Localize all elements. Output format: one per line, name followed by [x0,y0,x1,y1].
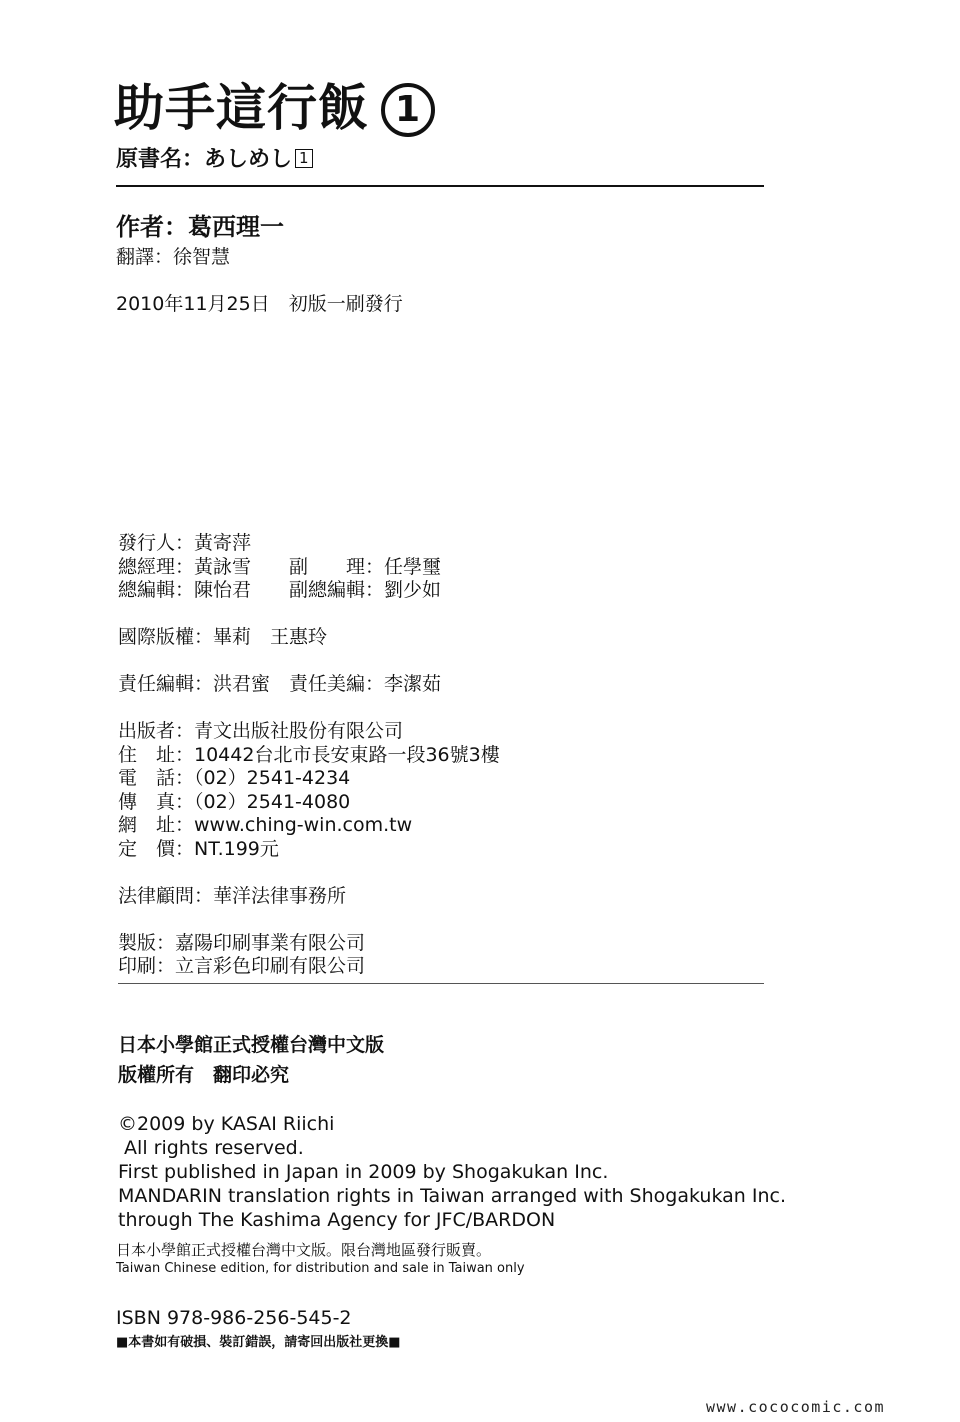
credits-spacer [118,908,500,932]
credits-row: 總編輯：陳怡君 副總編輯：劉少如 [118,579,442,601]
site-watermark: www.cococomic.com [706,1398,886,1416]
divider-top [116,185,764,187]
credits-row: 住 址：10442台北市長安東路一段36號3樓 [118,743,500,766]
isbn: ISBN 978-986-256-545-2 [116,1307,352,1329]
copyright-line: ©2009 by KASAI Riichi [118,1113,335,1135]
credits-row: 電 話：（02）2541-4234 [118,767,351,789]
credits-row: 印刷：立言彩色印刷有限公司 [118,955,366,977]
author-line: 作者：葛西理一 [116,213,284,241]
credits-row: 傳 真：（02）2541-4080 [118,790,351,813]
divider-bottom [118,983,764,984]
publish-date: 2010年11月25日 初版一刷發行 [116,293,403,315]
original-title-text: 原書名：あしめし [116,147,293,172]
translator-line: 翻譯：徐智慧 [116,246,231,268]
credits-spacer [118,697,500,721]
replacement-notice: ■本書如有破損、裝訂錯誤，請寄回出版社更換■ [116,1335,401,1350]
original-volume-box: 1 [295,149,313,168]
credits-row: 法律顧問：華洋法律事務所 [118,884,347,907]
authorization-line-1: 日本小學館正式授權台灣中文版 [118,1034,385,1056]
credits-row: 發行人：黃寄萍 [118,532,252,554]
copyright-line: through The Kashima Agency for JFC/BARDON [118,1209,556,1231]
taiwan-edition-english: Taiwan Chinese edition, for distribution and sale in Taiwan only [116,1261,525,1276]
credits-spacer [118,603,500,627]
book-title-text: 助手這行飯 [114,79,369,137]
credits-spacer [118,861,500,885]
credits-row: 出版者：青文出版社股份有限公司 [118,720,404,742]
credits-row: 責任編輯：洪君蜜 責任美編：李潔茹 [118,673,442,695]
credits-row: 定 價：NT.199元 [118,837,279,860]
original-title [116,146,313,174]
book-title [114,80,435,137]
credits-row: 總經理：黃詠雪 副 理：任學璽 [118,555,442,578]
copyright-line: All rights reserved. [118,1137,304,1159]
copyright-line: First published in Japan in 2009 by Shogakukan Inc. [118,1161,609,1183]
copyright-english [118,1112,786,1232]
volume-number-circle: 1 [381,83,435,137]
credits-row: 網 址：www.ching-win.com.tw [118,814,413,836]
taiwan-edition-chinese: 日本小學館正式授權台灣中文版。限台灣地區發行販賣。 [116,1241,492,1259]
copyright-line: MANDARIN translation rights in Taiwan arranged with Shogakukan Inc. [118,1185,786,1207]
credits-row: 國際版權：畢莉 王惠玲 [118,626,328,648]
credits-row: 製版：嘉陽印刷事業有限公司 [118,931,366,954]
authorization-line-2: 版權所有 翻印必究 [118,1064,290,1086]
credits-block [118,532,500,979]
credits-spacer [118,650,500,674]
